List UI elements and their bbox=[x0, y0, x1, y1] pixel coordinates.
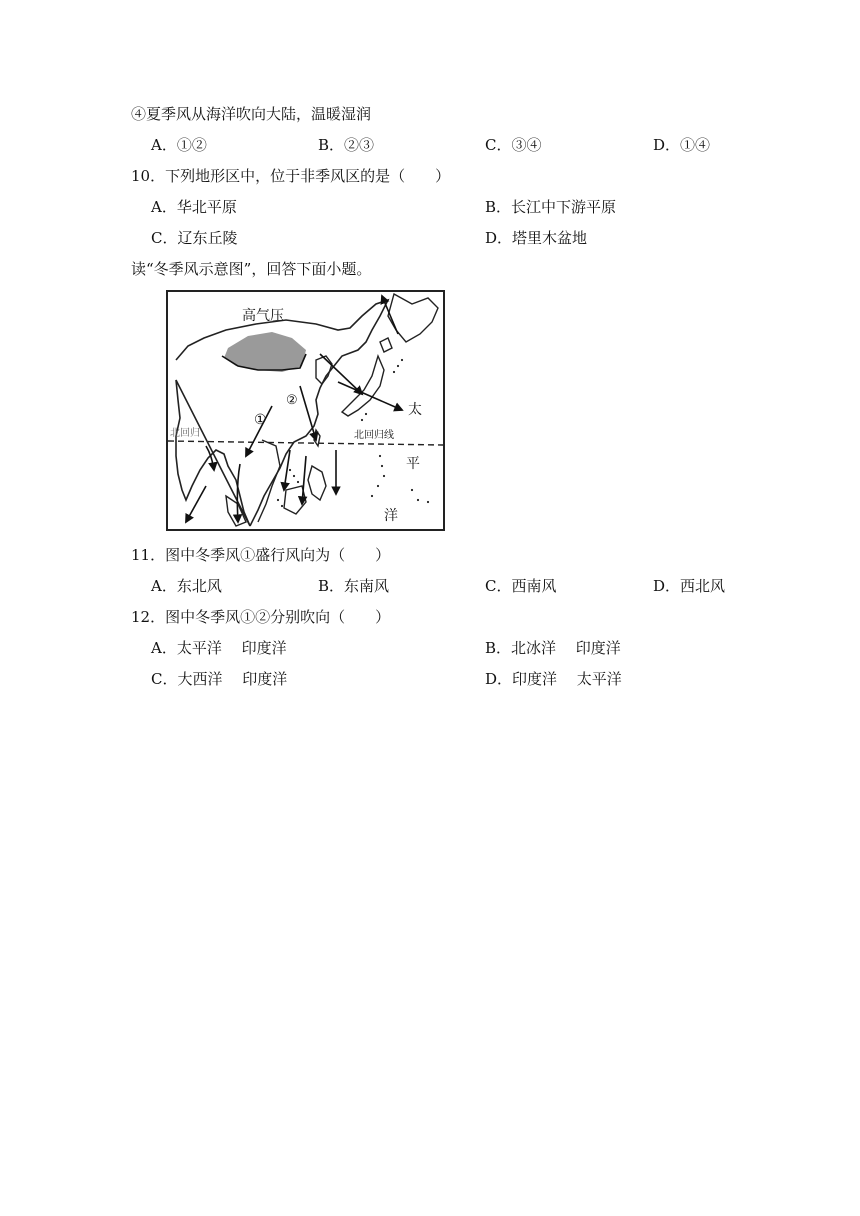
q12-stem: 12．图中冬季风①②分别吹向（ ） bbox=[131, 608, 391, 626]
map-intro-line bbox=[0, 258, 860, 280]
label-tropic-right: 北回归线 bbox=[354, 430, 394, 441]
label-marker-1: ① bbox=[254, 412, 267, 428]
q10-option-c: C．辽东丘陵 bbox=[151, 229, 238, 247]
q11-stem: 11．图中冬季风①盛行风向为（ ） bbox=[131, 546, 391, 564]
winter-monsoon-map bbox=[166, 290, 445, 531]
label-ocean-ping: 平 bbox=[406, 456, 420, 472]
q10-options-row-1 bbox=[0, 196, 860, 218]
q9-option-a: A．①② bbox=[151, 136, 207, 154]
map-svg bbox=[166, 290, 445, 531]
q9-option-c: C．③④ bbox=[485, 136, 542, 154]
q10-stem-line bbox=[0, 165, 860, 187]
q9-option-d: D．①④ bbox=[653, 136, 711, 154]
q10-option-b: B．长江中下游平原 bbox=[485, 198, 617, 216]
q10-option-a: A．华北平原 bbox=[151, 198, 237, 216]
q9-statement-4-line bbox=[0, 103, 860, 125]
q10-stem: 10．下列地形区中，位于非季风区的是（ ） bbox=[131, 167, 451, 185]
q11-option-a: A．东北风 bbox=[151, 577, 222, 595]
label-marker-2: ② bbox=[286, 393, 298, 408]
q11-option-d: D．西北风 bbox=[653, 577, 726, 595]
q11-option-b: B．东南风 bbox=[318, 577, 390, 595]
label-ocean-yang: 洋 bbox=[384, 508, 398, 524]
q11-option-c: C．西南风 bbox=[485, 577, 557, 595]
q12-option-c: C．大西洋 印度洋 bbox=[151, 670, 288, 688]
q9-options bbox=[0, 134, 860, 156]
map-intro: 读“冬季风示意图”，回答下面小题。 bbox=[131, 260, 372, 278]
q10-option-d: D．塔里木盆地 bbox=[485, 229, 588, 247]
label-ocean-tai: 太 bbox=[408, 402, 422, 418]
q12-stem-line bbox=[0, 606, 860, 628]
q11-stem-line bbox=[0, 544, 860, 566]
q12-option-b: B．北冰洋 印度洋 bbox=[485, 639, 621, 657]
q11-options bbox=[0, 575, 860, 597]
map-frame bbox=[167, 291, 444, 530]
q9-statement-4: ④夏季风从海洋吹向大陆，温暖湿润 bbox=[131, 105, 372, 123]
q12-option-d: D．印度洋 太平洋 bbox=[485, 670, 622, 688]
label-high-pressure: 高气压 bbox=[242, 308, 284, 324]
q12-options-row-2 bbox=[0, 668, 860, 690]
q10-options-row-2 bbox=[0, 227, 860, 249]
q12-option-a: A．太平洋 印度洋 bbox=[151, 639, 287, 657]
q9-option-b: B．②③ bbox=[318, 136, 375, 154]
q12-options-row-1 bbox=[0, 637, 860, 659]
label-tropic-left: 北回归 bbox=[170, 428, 200, 439]
